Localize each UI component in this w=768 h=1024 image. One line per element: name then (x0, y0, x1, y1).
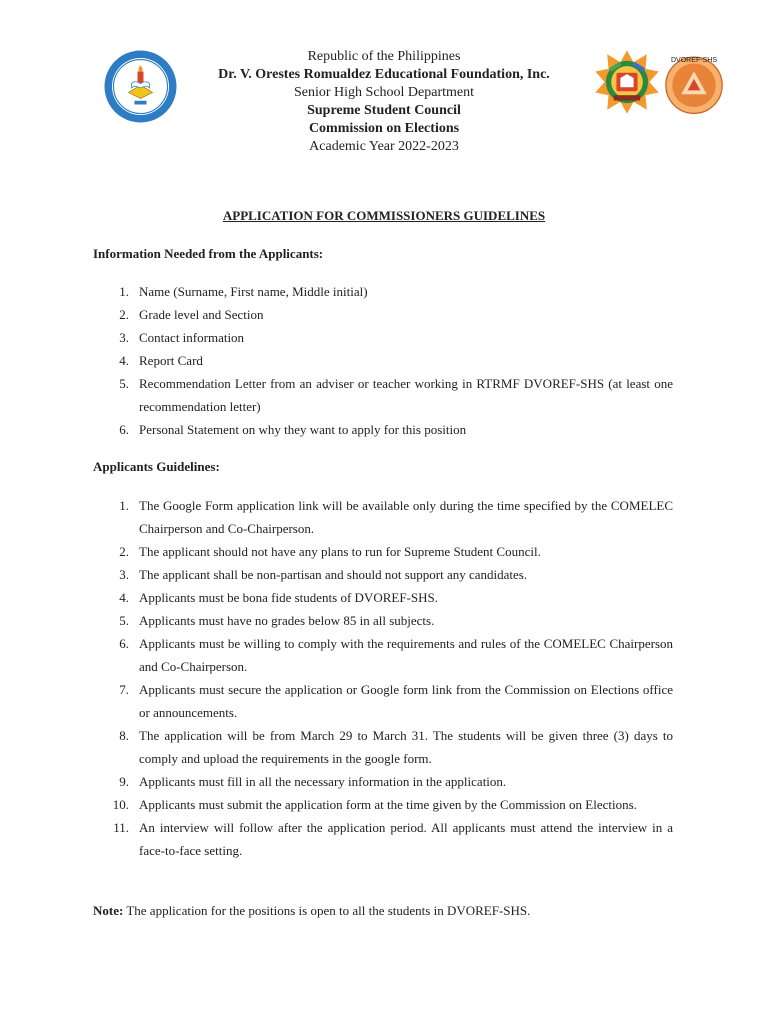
list-item (93, 372, 673, 418)
list-item-number: 6. (119, 422, 129, 437)
list-item-text: Name (Surname, First name, Middle initial) (139, 284, 368, 299)
letterhead-department: Senior High School Department (293, 85, 475, 100)
list-item-number: 3. (119, 567, 129, 582)
list-item (93, 609, 673, 632)
list-item-text: Applicants must be willing to comply with the requirements and rules of the COMELEC Chairperson and Co-Chairperson. (139, 636, 673, 674)
letterhead-academic-year: Academic Year 2022-2023 (309, 139, 459, 154)
note-paragraph (93, 903, 530, 919)
list-item-number: 1. (119, 284, 129, 299)
list-item-number: 5. (119, 376, 129, 391)
list-item (93, 793, 673, 816)
list-item-text: An interview will follow after the application period. All applicants must attend the interview in a face-to-face setting. (139, 820, 673, 858)
list-item-number: 7. (119, 682, 129, 697)
guidelines-list (93, 494, 673, 862)
list-item-number: 3. (119, 330, 129, 345)
list-item-text: Contact information (139, 330, 245, 345)
list-item-text: Personal Statement on why they want to apply for this position (139, 422, 467, 437)
list-item-number: 9. (119, 774, 129, 789)
list-item-text: Recommendation Letter from an adviser or teacher working in RTRMF DVOREF-SHS (at least one recommendation letter) (139, 376, 673, 414)
list-item-number: 5. (119, 613, 129, 628)
list-item (93, 326, 673, 349)
list-item-text: Grade level and Section (139, 307, 264, 322)
list-item (93, 770, 673, 793)
list-item (93, 678, 673, 724)
list-item (93, 816, 673, 862)
list-item-text: Applicants must fill in all the necessary information in the application. (139, 774, 507, 789)
list-item-text: Applicants must be bona fide students of DVOREF-SHS. (139, 590, 438, 605)
list-item (93, 349, 673, 372)
guidelines-section-heading: Applicants Guidelines: (93, 459, 220, 474)
list-item-text: The application will be from March 29 to March 31. The students will be given three (3) days to comply and upload the requirements in the google form. (139, 728, 673, 766)
emblem-text: DVOREF-SHS (670, 57, 718, 65)
list-item (93, 540, 673, 563)
letterhead (0, 48, 768, 156)
list-item-text: The applicant should not have any plans to run for Supreme Student Council. (139, 544, 541, 559)
list-item (93, 494, 673, 540)
list-item-number: 4. (119, 353, 129, 368)
list-item (93, 563, 673, 586)
note-text: The application for the positions is open to all the students in DVOREF-SHS. (123, 903, 531, 918)
list-item-number: 11. (113, 820, 129, 835)
list-item-text: Applicants must secure the application or Google form link from the Commission on Elections office or announcements. (139, 682, 673, 720)
document-title: APPLICATION FOR COMMISSIONERS GUIDELINES (222, 208, 546, 223)
list-item (93, 303, 673, 326)
list-item-text: Applicants must submit the application form at the time given by the Commission on Elections. (139, 797, 637, 812)
info-list (93, 280, 673, 441)
list-item (93, 418, 673, 441)
list-item (93, 724, 673, 770)
list-item-number: 4. (119, 590, 129, 605)
list-item-number: 8. (119, 728, 129, 743)
list-item (93, 280, 673, 303)
list-item-text: The Google Form application link will be available only during the time specified by the COMELEC Chairperson and Co-Chairperson. (139, 498, 673, 536)
info-section-heading: Information Needed from the Applicants: (93, 246, 324, 261)
letterhead-institution: Dr. V. Orestes Romualdez Educational Foundation, Inc. (218, 67, 550, 82)
list-item-text: Report Card (139, 353, 203, 368)
letterhead-council: Supreme Student Council (307, 103, 461, 118)
letterhead-country: Republic of the Philippines (307, 49, 461, 64)
list-item (93, 632, 673, 678)
list-item-number: 2. (119, 544, 129, 559)
list-item-text: Applicants must have no grades below 85 in all subjects. (139, 613, 435, 628)
list-item-text: The applicant shall be non-partisan and should not support any candidates. (139, 567, 528, 582)
list-item-number: 6. (119, 636, 129, 651)
list-item-number: 10. (112, 797, 129, 812)
list-item-number: 2. (119, 307, 129, 322)
letterhead-commission: Commission on Elections (308, 121, 460, 136)
list-item (93, 586, 673, 609)
list-item-number: 1. (119, 498, 129, 513)
note-label: Note: (93, 903, 124, 918)
